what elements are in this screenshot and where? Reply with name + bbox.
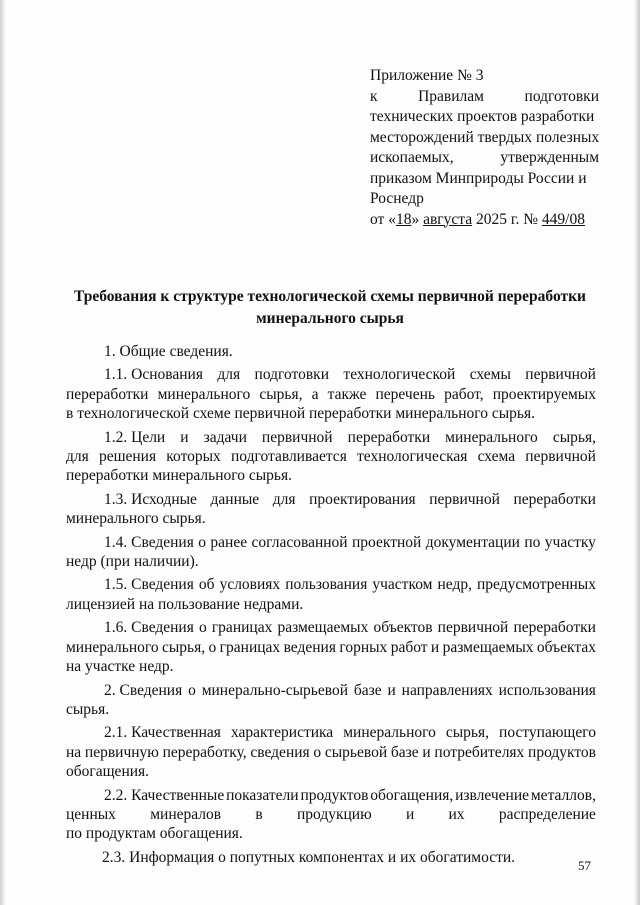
appendix-block — [370, 66, 599, 230]
appendix-line-5: приказом Минприроды России и — [370, 169, 587, 187]
document-title — [60, 286, 600, 330]
section-1-5: 1.5. Сведения об условиях пользования участком недр, предусмотренных лицензией на пользование недрами. — [66, 576, 596, 613]
appendix-line-6: Роснедр — [370, 190, 424, 207]
section-1-6: 1.6. Сведения о границах размещаемых объектов первичной переработки минерального сырья, о границах ведения горных работ и размещаемых объектах на участке недр. — [66, 619, 596, 676]
scan-edge-left — [0, 0, 6, 905]
section-1-heading: 1. Общие сведения. — [104, 343, 233, 360]
appendix-line-3: месторождений твердых полезных — [370, 128, 600, 146]
appendix-line-4: ископаемых, утвержденным — [370, 149, 599, 166]
section-1-2: 1.2. Цели и задачи первичной переработки минерального сырья, для решения которых подготавливается технологическая схема первичной переработки минерального сырья. — [66, 428, 596, 485]
date-day: 18 — [395, 210, 412, 228]
section-2-3: 2.3. Информация о попутных компонентах и их обогатимости. — [102, 848, 516, 866]
order-number: 449/08 — [541, 210, 585, 228]
appendix-line-1: к Правилам подготовки — [370, 87, 599, 105]
title-line-1: Требования к структуре технологической схемы первичной переработки — [74, 288, 586, 305]
title-line-2: минерального сырья — [256, 310, 404, 327]
section-2-2: 2.2. Качественные показатели продуктов обогащения, извлечение металлов, ценных минералов в продукцию и их распределение по продуктам обогащения. — [66, 786, 596, 843]
appendix-number: Приложение № 3 — [370, 67, 484, 84]
scan-edge-right — [634, 0, 640, 905]
section-2: 2. Сведения о минерально-сырьевой базе и направлениях использования сырья. — [66, 681, 596, 718]
document-body — [66, 342, 596, 871]
section-1-1: 1.1. Основания для подготовки технологической схемы первичной переработки минерального сырья, а также перечень работ, проектируемых в технологической схеме первичной переработки минерального сырья. — [66, 366, 596, 423]
appendix-line-2: технических проектов разработки — [370, 108, 595, 125]
date-month: августа — [423, 210, 473, 228]
section-1 — [66, 342, 596, 361]
page-number: 57 — [578, 858, 591, 873]
appendix-date: от «18» августа 2025 г. № 449/08 — [370, 210, 585, 228]
section-1-3: 1.3. Исходные данные для проектирования первичной переработки минерального сырья. — [66, 490, 596, 528]
section-1-4: 1.4. Сведения о ранее согласованной проектной документации по участку недр (при наличии). — [66, 533, 596, 571]
section-2-1: 2.1. Качественная характеристика минерального сырья, поступающего на первичную переработку, сведения о сырьевой базе и потребителях продуктов обогащения. — [66, 724, 596, 781]
